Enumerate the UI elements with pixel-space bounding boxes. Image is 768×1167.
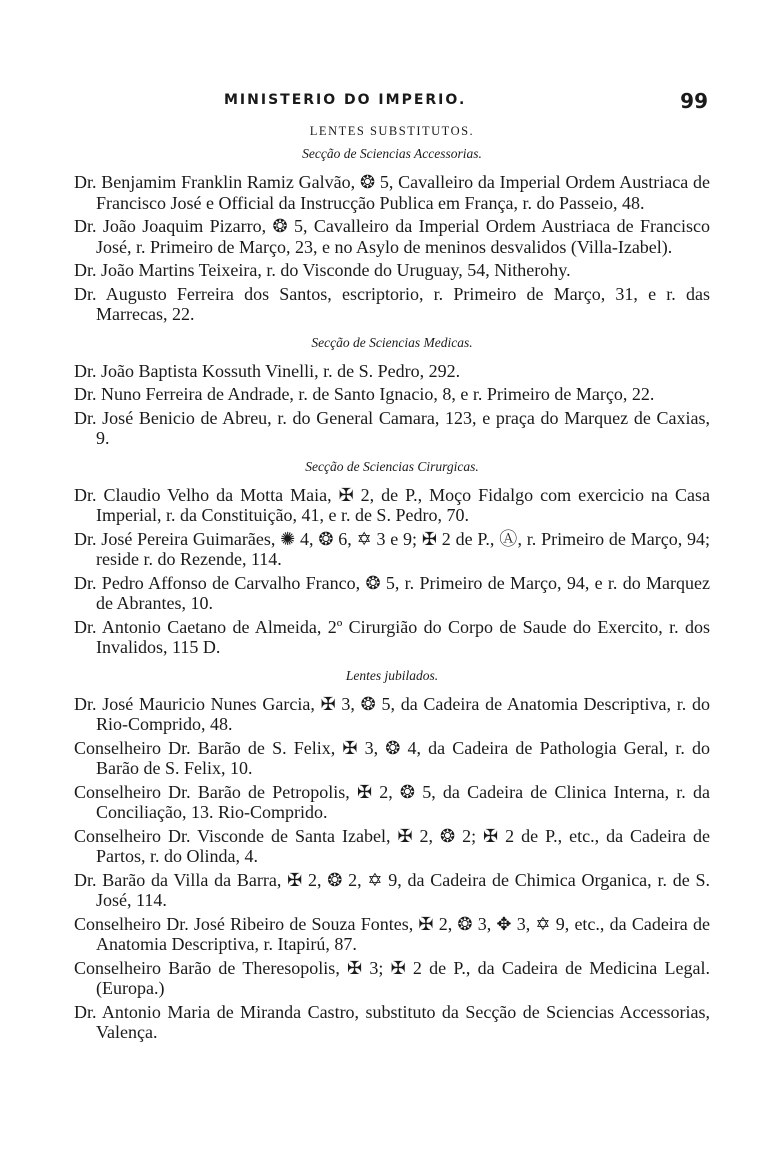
- entry-list: [74, 172, 710, 325]
- list-item: Dr. José Benicio de Abreu, r. do General Camara, 123, e praça do Marquez de Caxias, 9.: [74, 407, 710, 448]
- list-item: Conselheiro Dr. Barão de S. Felix, ✠ 3, ❂ 4, da Cadeira de Pathologia Geral, r. do Barão de S. Felix, 10.: [74, 737, 710, 778]
- running-head-title: MINISTERIO DO IMPERIO.: [224, 92, 467, 108]
- list-item: Conselheiro Dr. Barão de Petropolis, ✠ 2, ❂ 5, da Cadeira de Clinica Interna, r. da Conciliação, 13. Rio-Comprido.: [74, 781, 710, 822]
- entry-list: [74, 694, 710, 1043]
- list-item: Dr. Nuno Ferreira de Andrade, r. de Santo Ignacio, 8, e r. Primeiro de Março, 22.: [74, 384, 655, 404]
- entry-list: [74, 485, 710, 658]
- page-number: 99: [680, 89, 708, 113]
- list-item: Dr. José Mauricio Nunes Garcia, ✠ 3, ❂ 5, da Cadeira de Anatomia Descriptiva, r. do Rio-Comprido, 48.: [74, 693, 710, 734]
- subtitle: LENTES SUBSTITUTOS.: [309, 124, 475, 138]
- list-item: Dr. Benjamim Franklin Ramiz Galvão, ❂ 5, Cavalleiro da Imperial Ordem Austriaca de Francisco José e Official da Instrucção Publica em França, r. do Passeio, 48.: [74, 172, 710, 213]
- list-item: Dr. José Pereira Guimarães, ✺ 4, ❂ 6, ✡ 3 e 9; ✠ 2 de P., Ⓐ, r. Primeiro de Março, 94; reside r. do Rezende, 114.: [74, 528, 710, 569]
- list-item: Dr. João Baptista Kossuth Vinelli, r. de S. Pedro, 292.: [74, 360, 461, 381]
- list-item: Dr. Antonio Maria de Miranda Castro, substituto da Secção de Sciencias Accessorias, Valença.: [74, 1001, 710, 1042]
- list-item: Dr. Antonio Caetano de Almeida, 2º Cirurgião do Corpo de Saude do Exercito, r. dos Invalidos, 115 D.: [74, 616, 710, 657]
- list-item: Conselheiro Barão de Theresopolis, ✠ 3; ✠ 2 de P., da Cadeira de Medicina Legal. (Europa.): [74, 957, 710, 998]
- section-title: Lentes jubilados.: [345, 667, 439, 683]
- section-title: Secção de Sciencias Accessorias.: [302, 146, 482, 161]
- list-item: Conselheiro Dr. Visconde de Santa Izabel, ✠ 2, ❂ 2; ✠ 2 de P., etc., da Cadeira de Partos, r. do Olinda, 4.: [74, 825, 710, 866]
- sections: [74, 146, 710, 1043]
- list-item: Dr. João Joaquim Pizarro, ❂ 5, Cavalleiro da Imperial Ordem Austriaca de Francisco José, r. Primeiro de Março, 23, e no Asylo de meninos desvalidos (Villa-Izabel).: [74, 216, 710, 257]
- list-item: Dr. Augusto Ferreira dos Santos, escriptorio, r. Primeiro de Março, 31, e r. das Marrecas, 22.: [74, 283, 710, 324]
- list-item: Conselheiro Dr. José Ribeiro de Souza Fontes, ✠ 2, ❂ 3, ✥ 3, ✡ 9, etc., da Cadeira de Anatomia Descriptiva, r. Itapirú, 87.: [74, 913, 710, 954]
- list-item: Dr. Pedro Affonso de Carvalho Franco, ❂ 5, r. Primeiro de Março, 94, e r. do Marquez de Abrantes, 10.: [74, 572, 710, 613]
- list-item: Dr. Claudio Velho da Motta Maia, ✠ 2, de P., Moço Fidalgo com exercicio na Casa Imperial, r. da Constituição, 41, e r. de S. Pedro, 70.: [74, 484, 710, 525]
- section-title: Secção de Sciencias Cirurgicas.: [305, 458, 479, 474]
- list-item: Dr. Barão da Villa da Barra, ✠ 2, ❂ 2, ✡ 9, da Cadeira de Chimica Organica, r. de S. José, 114.: [74, 869, 710, 910]
- running-head: [74, 89, 710, 116]
- list-item: Dr. João Martins Teixeira, r. do Visconde do Uruguay, 54, Nitherohy.: [74, 260, 571, 280]
- section-title: Secção de Sciencias Medicas.: [311, 334, 473, 350]
- page-content: [74, 124, 710, 1053]
- entry-list: [74, 361, 710, 449]
